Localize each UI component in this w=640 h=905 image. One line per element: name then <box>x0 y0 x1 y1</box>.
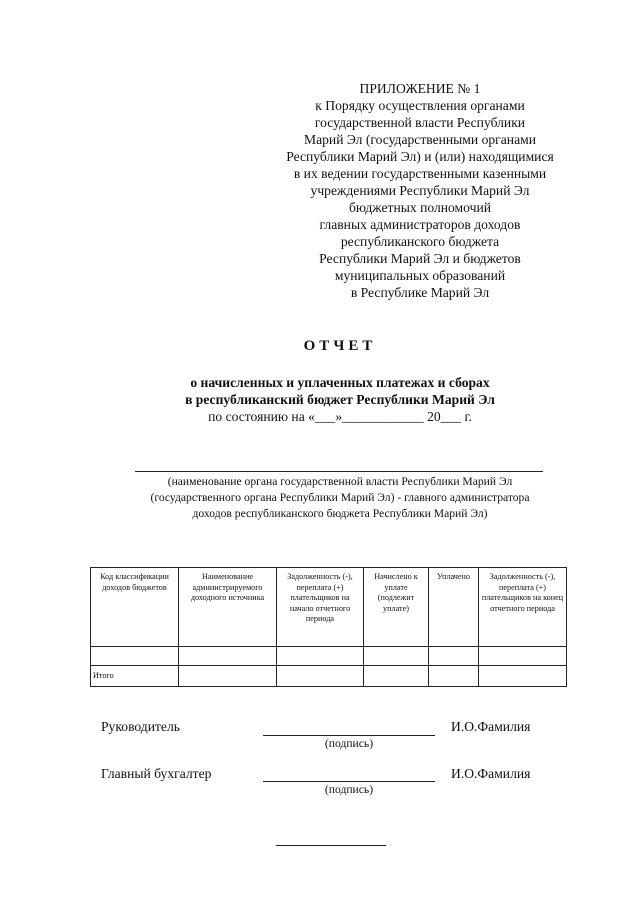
table-cell <box>91 647 179 666</box>
header-revenue-source: Наименование администрируемого доходного источника <box>179 568 277 647</box>
head-role-label: Руководитель <box>101 719 180 734</box>
head-signature-line <box>263 735 435 736</box>
total-label: Итого <box>91 666 179 687</box>
table-cell <box>429 666 479 687</box>
accountant-role-label: Главный бухгалтер <box>101 766 212 781</box>
report-subtitle-line: в республиканский бюджет Республики Марий Эл <box>185 392 495 407</box>
accountant-signature-line <box>263 781 435 782</box>
appendix-line: государственной власти Республики <box>314 115 526 130</box>
report-subtitle <box>0 374 640 425</box>
table-cell <box>364 647 429 666</box>
report-title: ОТЧЕТ <box>303 338 377 354</box>
report-date-line: по состоянию на «___»____________ 20___ г. <box>208 409 472 424</box>
header-debt-end: Задолженность (-), переплата (+) плательщиков на конец отчетного периода <box>479 568 567 647</box>
payments-table <box>90 567 567 687</box>
footer-separator <box>276 845 386 846</box>
header-accrued: Начислено к уплате (подлежит уплате) <box>364 568 429 647</box>
appendix-line: муниципальных образований <box>334 268 506 283</box>
appendix-title: ПРИЛОЖЕНИЕ № 1 <box>359 81 481 96</box>
accountant-signature-caption: (подпись) <box>324 783 374 796</box>
appendix-line: к Порядку осуществления органами <box>315 98 525 113</box>
table-header-row <box>91 568 567 647</box>
header-revenue-code: Код классификации доходов бюджетов <box>91 568 179 647</box>
organization-caption <box>0 474 640 522</box>
appendix-line: Республики Марий Эл) и (или) находящимися <box>286 149 554 164</box>
table-cell <box>479 666 567 687</box>
accountant-name: И.О.Фамилия <box>451 766 531 781</box>
table-cell <box>429 647 479 666</box>
table-cell <box>364 666 429 687</box>
organization-name-line <box>135 471 543 472</box>
appendix-line: Республики Марий Эл и бюджетов <box>319 251 521 266</box>
table-cell <box>179 666 277 687</box>
appendix-line: республиканского бюджета <box>340 234 500 249</box>
table-cell <box>179 647 277 666</box>
organization-caption-line: (наименование органа государственной власти Республики Марий Эл <box>167 475 513 488</box>
appendix-line: учреждениями Республики Марий Эл <box>310 183 530 198</box>
table-cell <box>277 666 364 687</box>
head-signature-caption: (подпись) <box>324 737 374 750</box>
organization-caption-line: (государственного органа Республики Марий Эл) - главного администратора <box>150 491 530 504</box>
table-total-row <box>91 666 567 687</box>
header-debt-start: Задолженность (-), переплата (+) плательщиков на начало отчетного периода <box>277 568 364 647</box>
appendix-line: в Республике Марий Эл <box>350 285 490 300</box>
appendix-line: бюджетных полномочий <box>348 200 491 215</box>
appendix-line: Марий Эл (государственными органами <box>304 132 536 147</box>
table-row <box>91 647 567 666</box>
header-paid: Уплачено <box>429 568 479 647</box>
appendix-line: главных администраторов доходов <box>319 217 521 232</box>
organization-caption-line: доходов республиканского бюджета Республики Марий Эл) <box>192 507 488 520</box>
report-subtitle-line: о начисленных и уплаченных платежах и сборах <box>190 375 490 390</box>
head-name: И.О.Фамилия <box>451 719 531 734</box>
table-cell <box>479 647 567 666</box>
appendix-line: в их ведении государственными казенными <box>293 166 547 181</box>
table-cell <box>277 647 364 666</box>
appendix-header <box>255 80 585 301</box>
